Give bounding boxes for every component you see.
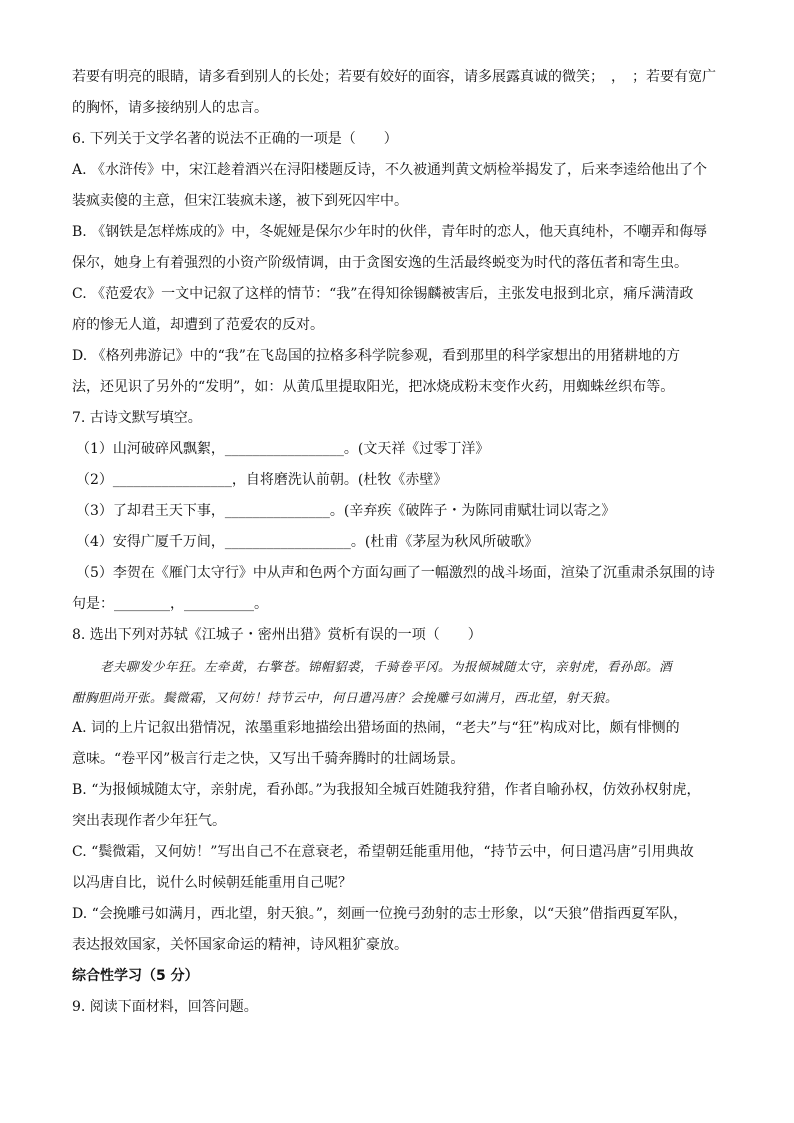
fill-item-1: （1）山河破碎风飘絮，_________________。(文天祥《过零丁洋》	[76, 441, 490, 457]
poem-text: 老夫聊发少年狂。左牵黄，右擎苍。锦帽貂裘，千骑卷平冈。为报倾城随太守，亲射虎，看孙郎。酒	[100, 659, 673, 674]
option-c-line: 府的惨无人道，却遭到了范爱农的反对。	[72, 317, 324, 333]
fill-item-3: （3）了却君王天下事，_______________。(辛弃疾《破阵子・为陈同甫赋壮词以寄之》	[76, 503, 616, 519]
fill-item-5-cont: 句是：________，__________。	[72, 596, 268, 612]
option-b-line: B. “为报倾城随太守，亲射虎，看孙郎。”为我报知全城百姓随我狩猎，作者自喻孙权，仿效孙权射虎，	[72, 782, 701, 798]
option-c-line: C. “鬓微霜，又何妨！”写出自己不在意衰老，希望朝廷能重用他，“持节云中，何日遣冯唐”引用典故	[72, 844, 694, 860]
paragraph-line: 若要有明亮的眼睛，请多看到别人的长处；若要有姣好的面容，请多展露真诚的微笑； ， ；若要有宽广	[72, 69, 716, 85]
fill-item-2: （2）_________________，自将磨洗认前朝。(杜牧《赤壁》	[76, 472, 448, 488]
option-d-line: D. 《格列弗游记》中的“我”在飞岛国的拉格多科学院参观，看到那里的科学家想出的用猪耕地的方	[72, 348, 680, 364]
option-d-line: D. “会挽雕弓如满月，西北望，射天狼。”，刻画一位挽弓劲射的志士形象，以“天狼”借指西夏军队，	[72, 906, 688, 922]
question-9-stem: 9. 阅读下面材料，回答问题。	[72, 999, 258, 1015]
fill-item-5: （5）李贺在《雁门太守行》中从声和色两个方面勾画了一幅激烈的战斗场面，渲染了沉重肃杀氛围的诗	[76, 565, 715, 581]
option-a-line: A. 词的上片记叙出猎情况，浓墨重彩地描绘出猎场面的热闹，“老夫”与“狂”构成对比，颇有悱恻的	[72, 720, 680, 736]
option-d-line: 表达报效国家，关怀国家命运的精神，诗风粗犷豪放。	[72, 937, 408, 953]
document-page	[72, 62, 722, 1023]
option-c-line: C. 《范爱农》一文中记叙了这样的情节：“我”在得知徐锡麟被害后，主张发电报到北京，痛斥满清政	[72, 286, 694, 302]
fill-item-4: （4）安得广厦千万间，__________________。(杜甫《茅屋为秋风所破歌》	[76, 534, 539, 550]
question-8-stem: 8. 选出下列对苏轼《江城子・密州出猎》赏析有误的一项（ ）	[72, 627, 482, 643]
option-a-line: A. 《水浒传》中，宋江趁着酒兴在浔阳楼题反诗，不久被通判黄文炳检举揭发了，后来李逵给他出了个	[72, 162, 708, 178]
option-a-line: 装疯卖傻的主意，但宋江装疯未遂，被下到死囚牢中。	[72, 193, 408, 209]
option-b-line: 保尔，她身上有着强烈的小资产阶级情调，由于贪图安逸的生活最终蜕变为时代的落伍者和寄生虫。	[72, 255, 688, 271]
section-heading: 综合性学习（5 分）	[72, 968, 199, 984]
question-6-stem: 6. 下列关于文学名著的说法不正确的一项是（ ）	[72, 131, 398, 147]
option-b-line: B. 《钢铁是怎样炼成的》中，冬妮娅是保尔少年时的伙伴，青年时的恋人，他天真纯朴，不嘲弄和侮辱	[72, 224, 708, 240]
option-a-line: 意味。“卷平冈”极言行走之快，又写出千骑奔腾时的壮阔场景。	[72, 751, 465, 767]
poem-text: 酣胸胆尚开张。鬓微霜，又何妨！持节云中，何日遣冯唐？会挽雕弓如满月，西北望，射天狼。	[72, 690, 619, 705]
option-c-line: 以冯唐自比，说什么时候朝廷能重用自己呢？	[72, 875, 352, 891]
option-b-line: 突出表现作者少年狂气。	[72, 813, 226, 829]
option-d-line: 法，还见识了另外的“发明”，如：从黄瓜里提取阳光，把冰烧成粉末变作火药，用蜘蛛丝织布等。	[72, 379, 675, 395]
question-7-stem: 7. 古诗文默写填空。	[72, 410, 202, 426]
paragraph-line: 的胸怀，请多接纳别人的忠言。	[72, 100, 268, 116]
